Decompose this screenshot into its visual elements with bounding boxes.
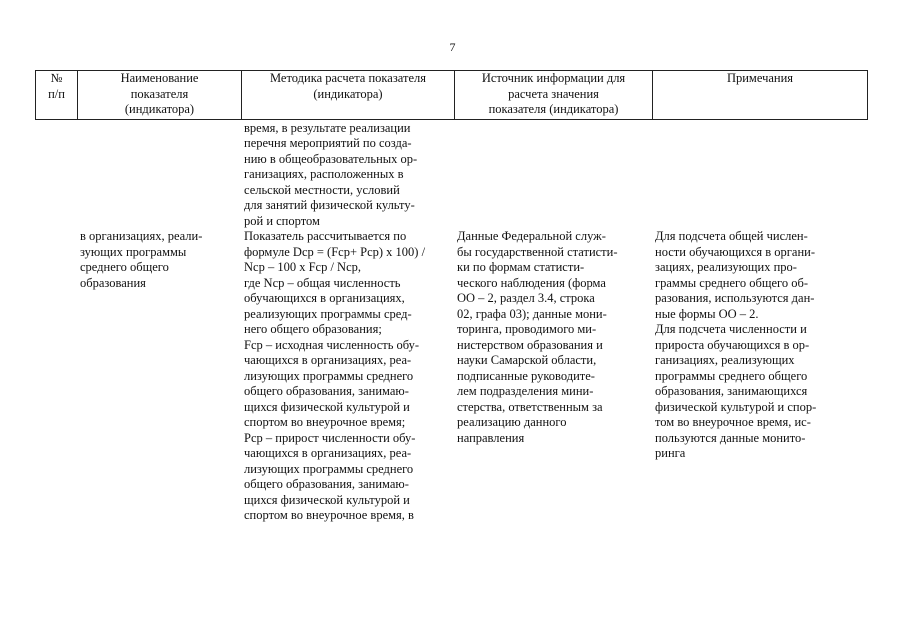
table-row-continuation [36, 119, 868, 229]
method-definition-p: Pср – прирост численности обу- чающихся в организациях, реа- лизующих программы среднего общего образования, занимаю- щихся физической культурой и спортом во внеурочное время, в [244, 430, 416, 522]
cell-num-empty [36, 119, 78, 229]
method-definition-f: Fср – исходная численность обу- чающихся в организациях, реа- лизующих программы среднего общего образования, занимаю- щихся физической культурой и спортом во внеурочное время; [244, 337, 420, 429]
table-header-row [36, 71, 868, 120]
method-definition-n: где Nср – общая численность обучающихся в организациях, реализующих программы сред- него общего образования; [244, 275, 412, 336]
cell-notes [653, 229, 868, 524]
header-method: Методика расчета показателя (индикатора) [242, 71, 455, 120]
cell-num [36, 229, 78, 524]
cell-indicator-name: в организациях, реали- зующих программы среднего общего образования [80, 229, 203, 290]
cell-method-continuation: время, в результате реализации перечня мероприятий по созда- нию в общеобразовательных ор- ганизациях, расположенных в сельской местности, условий для занятий физической культу- рой и спортом [244, 120, 418, 228]
table-row [36, 229, 868, 524]
cell-notes-empty [653, 119, 868, 229]
method-formula: Показатель рассчитывается по формуле Dср = (Fср+ Pср) x 100) / Nср – 100 x Fср / Nср, [244, 229, 426, 274]
header-num: № п/п [36, 71, 78, 120]
cell-source-empty [455, 119, 653, 229]
notes-paragraph-2: Для подсчета численности и прироста обучающихся в ор- ганизациях, реализующих программы среднего общего образования, занимающихся физической культурой и спор- том во внеурочное время, ис- пользуются данные монито- ринга [655, 322, 817, 460]
cell-method [242, 229, 455, 524]
cell-source: Данные Федеральной служ- бы государственной статисти- ки по формам статисти- ческого наблюдения (форма ОО – 2, раздел 3.4, строка 02, графа 03); данные мони- торинга, проводимого ми- нистерством образования и науки Самарской области, подписанные руководите- лем подразделения мини- стерства, ответственным за реализацию данного направления [457, 229, 618, 445]
cell-name-empty [78, 119, 242, 229]
header-source: Источник информации для расчета значения показателя (индикатора) [455, 71, 653, 120]
notes-paragraph-1: Для подсчета общей числен- ности обучающихся в органи- зациях, реализующих про- граммы среднего общего об- разования, используются дан- ные формы ОО – 2. [655, 229, 816, 321]
header-name: Наименование показателя (индикатора) [78, 71, 242, 120]
header-notes: Примечания [653, 71, 868, 120]
page-number: 7 [449, 40, 456, 54]
indicator-table [35, 70, 868, 524]
